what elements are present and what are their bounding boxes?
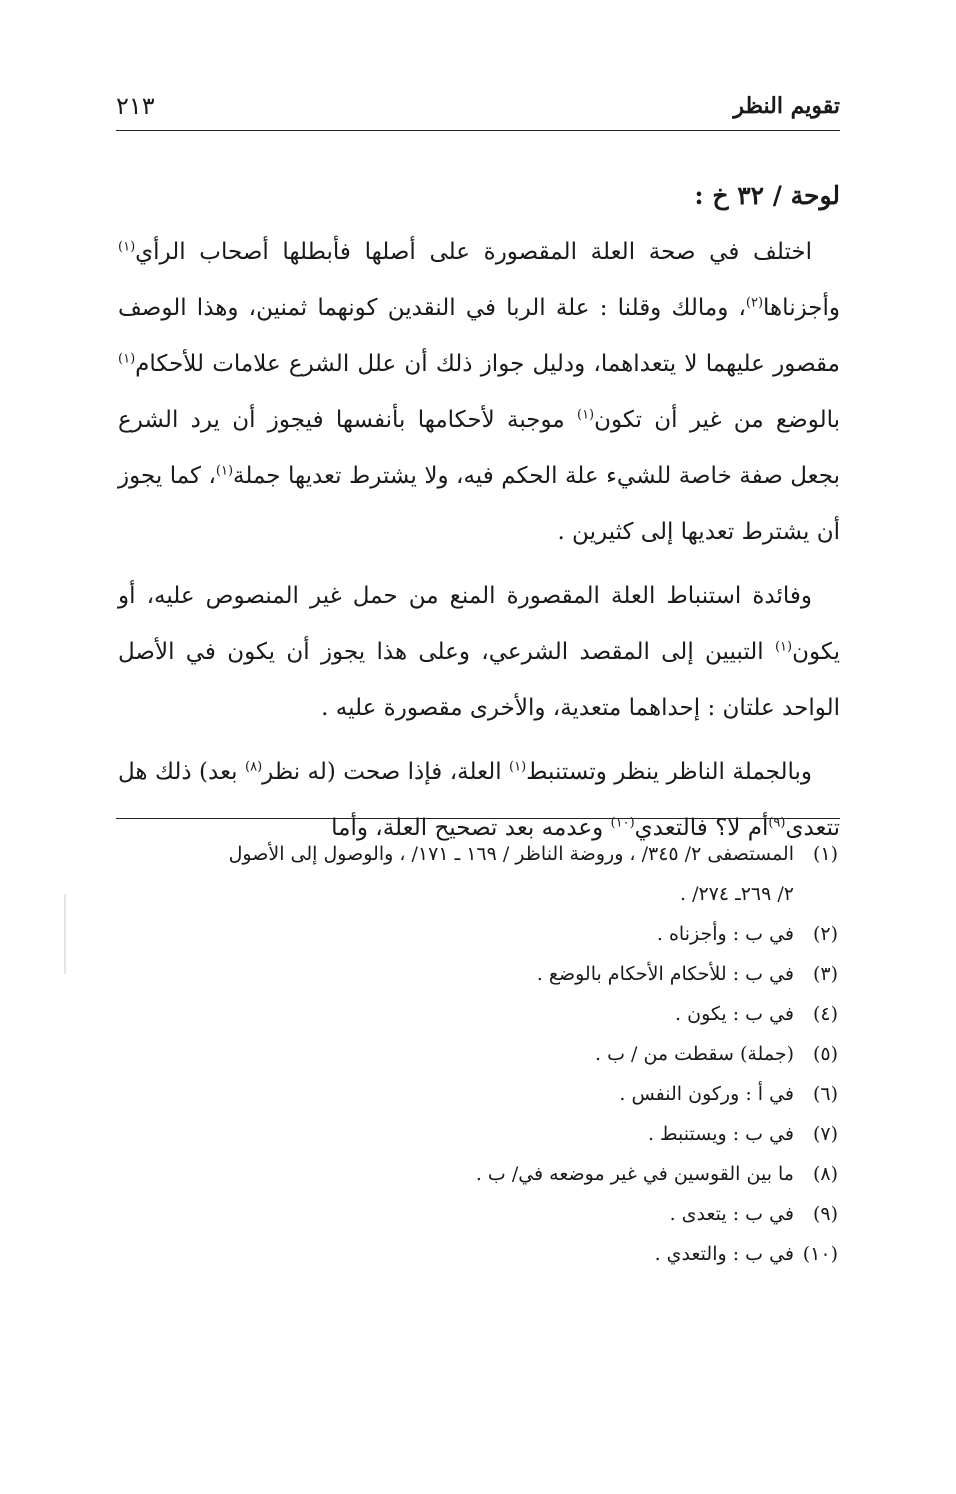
paragraph (118, 568, 840, 736)
footnote-number: (١) (812, 843, 838, 865)
page-number: ٢١٣ (116, 92, 155, 120)
footnote-continuation: ٢/ ٢٦٩ـ ٢٧٤/ . (679, 883, 794, 905)
paragraph-text: وبالجملة الناظر ينظر وتستنبط (526, 759, 812, 785)
footnote-reference[interactable]: (١) (774, 639, 793, 655)
footnote-item (116, 1114, 840, 1154)
footnote-text: في ب : للأحكام الأحكام بالوضع . (536, 963, 794, 985)
paragraph-text: بعد) ذلك هل تتعدى (118, 759, 840, 841)
running-title: تقويم النظر (733, 93, 840, 119)
footnote-item (116, 914, 840, 954)
footnote-reference[interactable]: (٩) (768, 815, 786, 831)
paragraphs-container (118, 224, 840, 856)
footnote-reference[interactable]: (١) (215, 463, 234, 479)
footnote-text: في ب : وأجزناه . (656, 923, 794, 945)
section-heading: لوحة / ٣٢ خ : (694, 181, 840, 210)
footnote-text: في ب : يكون . (675, 1003, 794, 1025)
footnote-item (116, 994, 840, 1034)
footnote-divider (116, 818, 840, 819)
footnote-reference[interactable]: (١) (509, 759, 527, 775)
footnote-number: (٧) (812, 1123, 838, 1145)
main-text (118, 168, 840, 856)
paragraph-text: ، كما يجوز أن يشترط تعديها إلى كثيرين . (118, 463, 840, 545)
footnote-item (116, 954, 840, 994)
footnote-text: في ب : يتعدى . (669, 1203, 794, 1225)
paragraph (118, 224, 840, 560)
footnote-text: ما بين القوسين في غير موضعه في/ ب . (475, 1163, 794, 1185)
header-divider (116, 130, 840, 131)
footnote-text: في ب : ويستنبط . (647, 1123, 794, 1145)
footnote-reference[interactable]: (١) (118, 351, 136, 367)
paragraph-text: التبيين إلى المقصد الشرعي، وعلى هذا يجوز أن يكون في الأصل الواحد علتان : إحداهما متعدية، والأخرى مقصورة عليه . (118, 639, 840, 721)
footnotes-section (116, 834, 840, 1274)
paragraph-text: بالوضع من غير أن تكون (594, 407, 840, 433)
paragraph-text: العلة، فإذا صحت (له نظر (262, 759, 510, 785)
footnote-reference[interactable]: (٢) (745, 295, 764, 311)
footnote-text: في ب : والتعدي . (654, 1243, 794, 1265)
paragraph-text: أم لا؟ فالتعدي (634, 815, 769, 841)
footnote-item (116, 1234, 840, 1274)
footnote-number: (٤) (812, 1003, 838, 1025)
footnote-number: (٦) (812, 1083, 838, 1105)
footnote-number: (٣) (812, 963, 838, 985)
footnote-item (116, 1034, 840, 1074)
paragraph-text: اختلف في صحة العلة المقصورة على أصلها فأبطلها أصحاب الرأي (135, 239, 812, 265)
footnote-item (116, 1074, 840, 1114)
paragraph-text: وأجزناها (763, 295, 840, 321)
footnote-number: (٨) (812, 1163, 838, 1185)
footnote-reference[interactable]: (١٠) (610, 815, 635, 831)
paragraph-text: موجبة لأحكامها بأنفسها فيجوز أن يرد الشرع بجعل صفة خاصة للشيء علة الحكم فيه، ولا يشترط تعديها جملة (118, 407, 841, 489)
paragraph-text: ، ومالك وقلنا : علة الربا في النقدين كونهما ثمنين، وهذا الوصف مقصور عليهما لا يتعداهما، ودليل جواز ذلك أن علل الشرع علامات للأحكام (118, 295, 840, 377)
paragraph-text: وفائدة استنباط العلة المقصورة المنع من حمل غير المنصوص عليه، أو يكون (118, 583, 840, 665)
footnote-item (116, 1154, 840, 1194)
footnote-text: (جملة) سقطت من / ب . (595, 1043, 794, 1065)
footnote-reference[interactable]: (٨) (245, 759, 263, 775)
paragraph-text: وعدمه بعد تصحيح العلة، وأما (331, 815, 611, 841)
footnote-number: (٩) (812, 1203, 838, 1225)
footnote-item (116, 1194, 840, 1234)
footnote-number: (٥) (812, 1043, 838, 1065)
footnote-item (116, 834, 840, 874)
page-header (116, 92, 840, 126)
scan-margin-mark (64, 894, 66, 974)
footnote-number: (٢) (812, 923, 838, 945)
footnote-text: المستصفى ٢/ ٣٤٥/ ، وروضة الناظر / ١٦٩ ـ ١٧١/ ، والوصول إلى الأصول (228, 843, 794, 865)
footnote-reference[interactable]: (١) (576, 407, 595, 423)
footnote-text: في أ : وركون النفس . (619, 1083, 794, 1105)
footnote-reference[interactable]: (١) (118, 239, 136, 255)
footnote-number: (١٠) (802, 1243, 838, 1265)
